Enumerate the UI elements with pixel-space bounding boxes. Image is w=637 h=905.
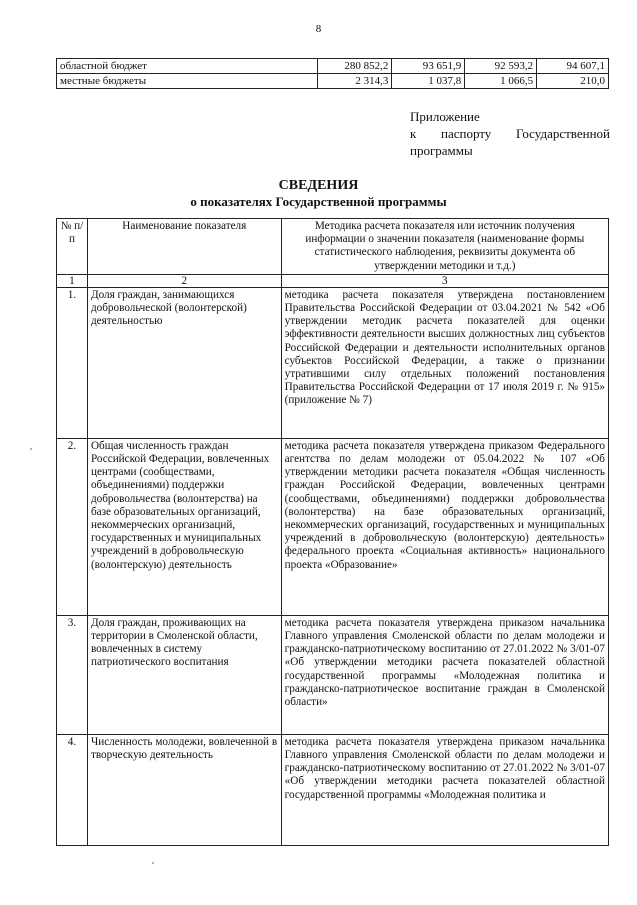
heading-title: СВЕДЕНИЯ xyxy=(278,178,359,193)
budget-value: 92 593,2 xyxy=(465,59,537,74)
indicator-method: методика расчета показателя утверждена постановлением Правительства Российской Федерации от 03.04.2021 № 542 «Об утверждении методик расчета показателей для оценки эффективности деятельности высших должностных лиц субъектов Российской Федерации и деятельности исполнительных органов субъектов Российской Федерации, а также о признании утратившими силу отдельных положений постановления Правительства Российской Федерации от 17 июля 2019 г. № 915» (приложение № 7) xyxy=(281,287,608,438)
index-cell: 3 xyxy=(281,274,608,287)
table-row xyxy=(57,59,609,74)
indicator-method: методика расчета показателя утверждена приказом начальника Главного управления Смоленской области по делам молодежи и гражданско-патриотическому воспитанию от 27.01.2022 № 3/01-07 «Об утверждении методики расчета показателей областной государственной программы «Молодежная политика и xyxy=(281,734,608,845)
table-header-row xyxy=(57,219,609,275)
indicator-method: методика расчета показателя утверждена приказом начальника Главного управления Смоленской области по делам молодежи и гражданско-патриотическому воспитанию от 27.01.2022 № 3/01-07 «Об утверждении методики расчета показателей областной государственной программы «Молодежная политика и гражданско-патриотическое воспитание граждан в Смоленской области» xyxy=(281,615,608,734)
index-cell: 1 xyxy=(57,274,88,287)
table-index-row xyxy=(57,274,609,287)
row-number: 3. xyxy=(57,615,88,734)
index-cell: 2 xyxy=(87,274,281,287)
indicator-name: Доля граждан, занимающихся добровольческой (волонтерской) деятельностью xyxy=(87,287,281,438)
section-heading xyxy=(0,178,637,210)
header-name: Наименование показателя xyxy=(87,219,281,275)
indicator-method: методика расчета показателя утверждена приказом Федерального агентства по делам молодежи от 05.04.2022 № 107 «Об утверждении методики расчета показателя «Общая численность граждан Российской Федерации, вовлеченных центрами (сообществами, объединениями) поддержки добровольчества (волонтерства) на базе образовательных организаций, некоммерческих организаций, государственных и муниципальных учреждений в добровольческую (волонтерскую) деятельность» федерального проекта «Социальная активность» национального проекта «Образование» xyxy=(281,438,608,615)
appendix-line: Приложение xyxy=(410,109,480,124)
table-row xyxy=(57,74,609,89)
table-row xyxy=(57,287,609,438)
page-number: 8 xyxy=(315,23,322,35)
indicator-name: Доля граждан, проживающих на территории в Смоленской области, вовлеченных в систему патриотического воспитания xyxy=(87,615,281,734)
budget-value: 93 651,9 xyxy=(392,59,465,74)
table-row xyxy=(57,734,609,845)
budget-value: 280 852,2 xyxy=(318,59,392,74)
budget-value: 2 314,3 xyxy=(318,74,392,89)
scan-speck xyxy=(152,862,154,864)
appendix-line: к паспорту Государственной xyxy=(410,126,610,141)
heading-subtitle: о показателях Государственной программы xyxy=(190,194,447,209)
row-number: 2. xyxy=(57,438,88,615)
budget-label: местные бюджеты xyxy=(57,74,318,89)
scan-speck xyxy=(30,448,32,450)
table-row xyxy=(57,615,609,734)
table-row xyxy=(57,438,609,615)
budget-value: 94 607,1 xyxy=(537,59,609,74)
row-number: 4. xyxy=(57,734,88,845)
budget-label: областной бюджет xyxy=(57,59,318,74)
budget-value: 210,0 xyxy=(537,74,609,89)
header-method: Методика расчета показателя или источник получения информации о значении показателя (наименование формы статистического наблюдения, реквизиты документа об утверждении методики и т.д.) xyxy=(281,219,608,275)
header-num: № п/п xyxy=(57,219,88,275)
row-number: 1. xyxy=(57,287,88,438)
indicator-name: Численность молодежи, вовлеченной в творческую деятельность xyxy=(87,734,281,845)
budget-value: 1 066,5 xyxy=(465,74,537,89)
appendix-note xyxy=(410,108,610,159)
indicator-name: Общая численность граждан Российской Федерации, вовлеченных центрами (сообществами, объединениями) поддержки добровольчества (волонтерства) на базе образовательных организаций, некоммерческих организаций, государственных и муниципальных учреждений в добровольческую (волонтерскую) деятельность xyxy=(87,438,281,615)
budget-table xyxy=(56,58,609,89)
budget-value: 1 037,8 xyxy=(392,74,465,89)
indicators-table xyxy=(56,218,609,846)
appendix-line: программы xyxy=(410,143,473,158)
